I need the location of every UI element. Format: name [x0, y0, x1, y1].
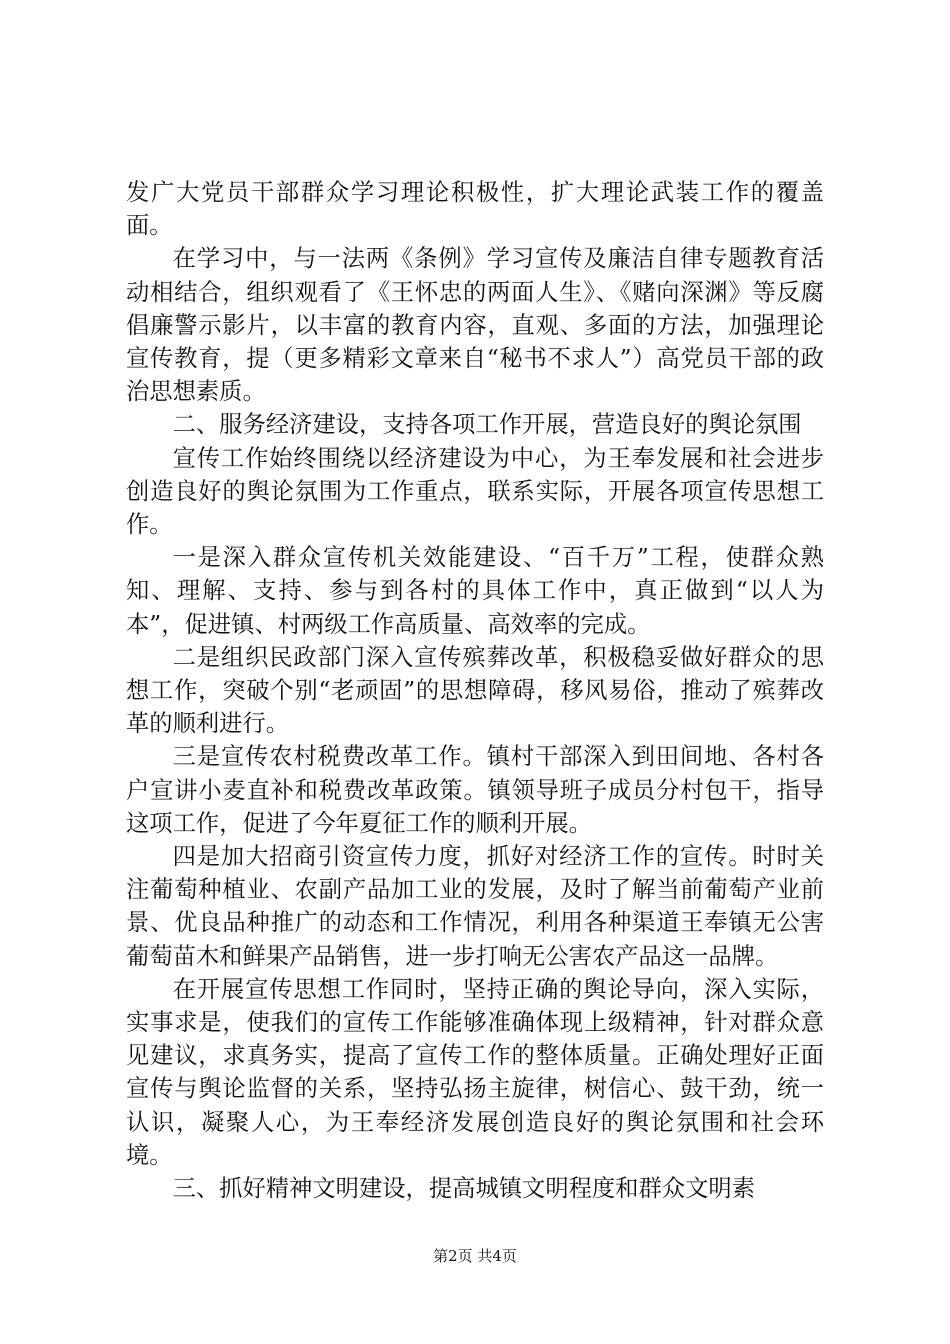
section-heading: 三、抓好精神文明建设，提高城镇文明程度和群众文明素: [172, 1175, 756, 1203]
page-footer: [0, 1246, 950, 1266]
section-heading: 二、服务经济建设，支持各项工作开展，营造良好的舆论氛围: [172, 411, 802, 439]
paragraph: 一是深入群众宣传机关效能建设、“百千万”工程，使群众熟知、理解、支持、参与到各村的具体工作中，真正做到“以人为本”，促进镇、村两级工作高质量、高效率的完成。: [126, 544, 824, 638]
paragraph: 四是加大招商引资宣传力度，抓好对经济工作的宣传。时时关注葡萄种植业、农副产品加工业的发展，及时了解当前葡萄产业前景、优良品种推广的动态和工作情况，利用各种渠道王奉镇无公害葡萄苗木和鲜果产品销售，进一步打响无公害农产品这一品牌。: [126, 843, 824, 970]
page-indicator: 第2页 共4页: [433, 1247, 517, 1265]
paragraph: 发广大党员干部群众学习理论积极性，扩大理论武装工作的覆盖面。: [126, 179, 824, 240]
paragraph: 宣传工作始终围绕以经济建设为中心，为王奉发展和社会进步创造良好的舆论氛围为工作重点，联系实际，开展各项宣传思想工作。: [126, 444, 824, 539]
paragraph: 二是组织民政部门深入宣传殡葬改革，积极稳妥做好群众的思想工作，突破个别“老顽固”的思想障碍，移风易俗，推动了殡葬改革的顺利进行。: [126, 643, 824, 738]
paragraph: 在学习中，与一法两《条例》学习宣传及廉洁自律专题教育活动相结合，组织观看了《王怀忠的两面人生》、《赌向深渊》等反腐倡廉警示影片，以丰富的教育内容，直观、多面的方法，加强理论宣传教育，提（更多精彩文章来自“秘书不求人”）高党员干部的政治思想素质。: [126, 245, 824, 406]
document-body: [126, 176, 824, 1205]
paragraph: 三是宣传农村税费改革工作。镇村干部深入到田间地、各村各户宣讲小麦直补和税费改革政策。镇领导班子成员分村包干，指导这项工作，促进了今年夏征工作的顺利开展。: [126, 743, 824, 837]
paragraph: 在开展宣传思想工作同时，坚持正确的舆论导向，深入实际，实事求是，使我们的宣传工作能够准确体现上级精神，针对群众意见建议，求真务实，提高了宣传工作的整体质量。正确处理好正面宣传与舆论监督的关系，坚持弘扬主旋律，树信心、鼓干劲，统一认识，凝聚人心，为王奉经济发展创造良好的舆论氛围和社会环境。: [126, 975, 824, 1169]
